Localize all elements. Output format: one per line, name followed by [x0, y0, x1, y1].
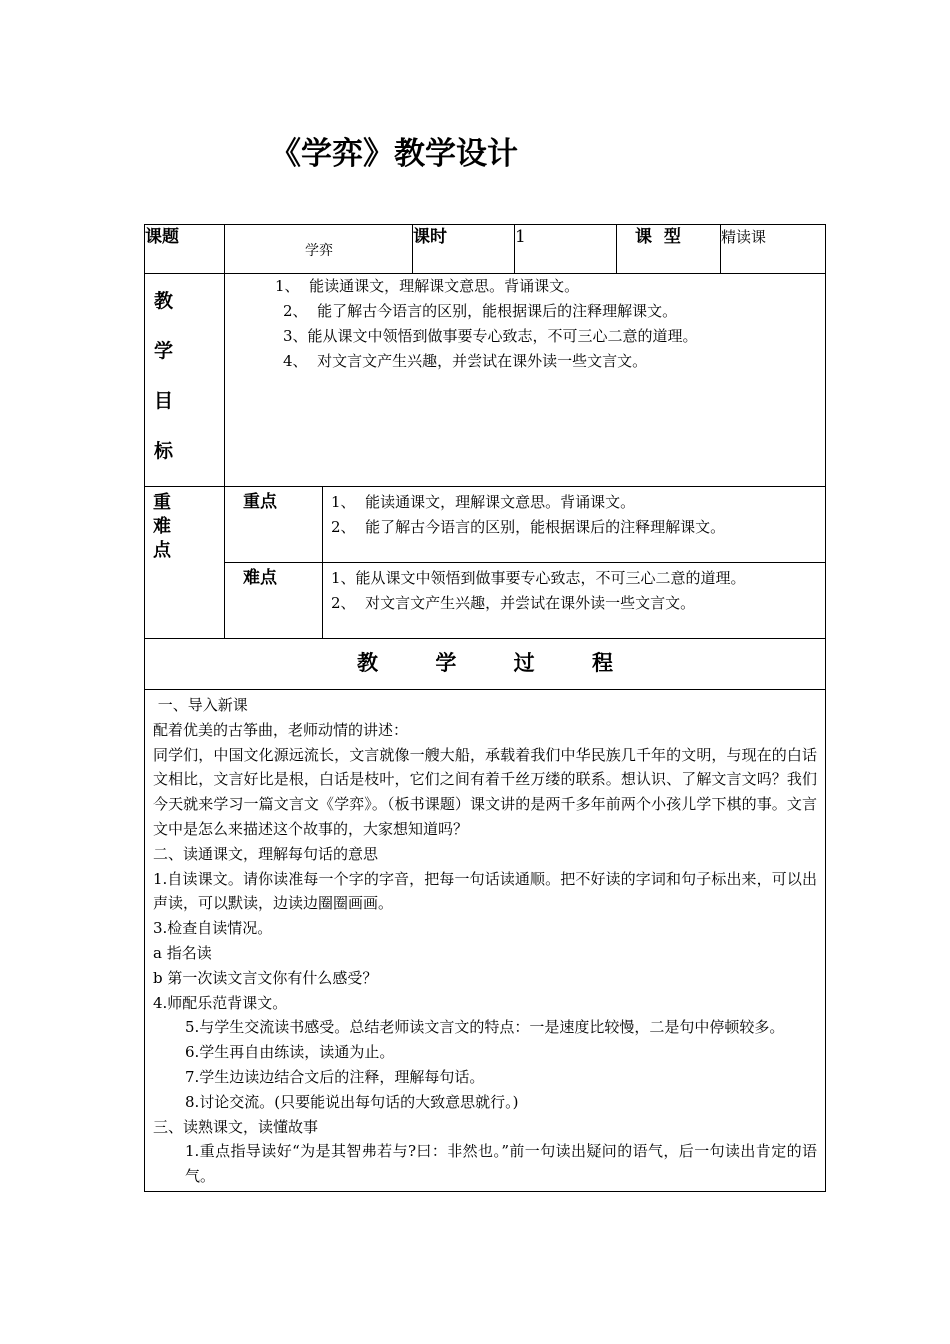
header-row: [145, 225, 826, 274]
process-paragraph: 3.检查自读情况。: [153, 919, 273, 938]
document-title: 《学弈》教学设计: [270, 136, 518, 172]
process-heading: [145, 639, 825, 688]
process-paragraph: 同学们，中国文化源远流长，文言就像一艘大船，承载着我们中华民族几千年的文明，与现在的白话文相比，文言好比是根，白话是枝叶，它们之间有着千丝万缕的联系。想认识、了解文言文吗？我们今天就来学习一篇文言文《学弈》。（板书课题）课文讲的是两千多年前两个小孩儿学下棋的事。文言文中是怎么来描述这个故事的，大家想知道吗？: [153, 745, 817, 838]
process-section-heading: 一、导入新课: [153, 696, 248, 714]
type-value-cell: [721, 225, 826, 274]
difficulty-label: 难点: [243, 568, 277, 588]
keypoints-label: [145, 487, 224, 567]
process-paragraph: 4.师配乐范背课文。: [153, 993, 288, 1012]
keypoints-label-char: 重: [153, 492, 171, 513]
keypoints-label-char: 难: [153, 516, 171, 537]
process-heading-char: 程: [591, 651, 613, 675]
goals-row: [145, 274, 826, 487]
process-body-row: [145, 690, 826, 1192]
process-heading-row: [145, 639, 826, 690]
topic-value-cell: [225, 225, 413, 274]
focus-item: 1、 能读通课文，理解课文意思。背诵课文。: [331, 493, 636, 511]
process-paragraph: a 指名读: [153, 943, 212, 962]
process-paragraph: 配着优美的古筝曲，老师动情的讲述：: [153, 720, 409, 739]
keypoints-label-cell: [145, 487, 225, 639]
goal-item: 1、 能读通课文，理解课文意思。背诵课文。: [275, 277, 580, 295]
process-body-cell: [145, 690, 826, 1192]
process-heading-char: 过: [513, 651, 535, 675]
process-heading-char: 学: [435, 651, 457, 675]
difficulty-item: 2、 对文言文产生兴趣，并尝试在课外读一些文言文。: [331, 594, 696, 612]
type-label: 课 型: [635, 227, 681, 247]
goal-item: 4、 对文言文产生兴趣，并尝试在课外读一些文言文。: [283, 352, 648, 370]
process-section-heading: 三、读熟课文，读懂故事: [153, 1117, 319, 1136]
process-paragraph: 1.重点指导读好“为是其智弗若与?曰：非然也。”前一句读出疑问的语气，后一句读出肯定的语气。: [185, 1142, 817, 1186]
period-value: 1: [515, 227, 526, 247]
goal-item: 3、能从课文中领悟到做事要专心致志，不可三心二意的道理。: [283, 327, 698, 345]
process-paragraph: 1.自读课文。请你读准每一个字的字音，把每一句话读通顺。把不好读的字词和句子标出来，可以出声读，可以默读，边读边圈圈画画。: [153, 869, 817, 913]
process-body: [145, 690, 825, 1191]
difficulty-item: 1、能从课文中领悟到做事要专心致志，不可三心二意的道理。: [331, 569, 746, 587]
focus-row: [145, 487, 826, 563]
goals-content-cell: [225, 274, 826, 487]
lesson-plan-table: [144, 224, 826, 1192]
process-paragraph: 6.学生再自由练读，读通为止。: [185, 1043, 395, 1062]
goals-label-char: 标: [154, 440, 174, 462]
difficulty-items: [323, 563, 825, 619]
focus-item: 2、 能了解古今语言的区别，能根据课后的注释理解课文。: [331, 518, 726, 536]
keypoints-label-char: 点: [153, 540, 171, 561]
goals-label-char: 学: [154, 340, 174, 362]
difficulty-label-cell: [225, 563, 323, 639]
process-section-heading: 二、读通课文，理解每句话的意思: [153, 844, 379, 863]
type-label-cell: [617, 225, 721, 274]
topic-value: 学弈: [305, 243, 333, 259]
goal-item: 2、 能了解古今语言的区别，能根据课后的注释理解课文。: [283, 302, 678, 320]
goals-label-char: 教: [154, 290, 174, 312]
process-heading-cell: [145, 639, 826, 690]
difficulty-row: [145, 563, 826, 639]
focus-content-cell: [323, 487, 826, 563]
focus-label: 重点: [243, 492, 277, 512]
period-value-cell: [515, 225, 617, 274]
goals-label-char: 目: [154, 390, 174, 412]
focus-items: [323, 487, 825, 543]
process-paragraph: 5.与学生交流读书感受。总结老师读文言文的特点：一是速度比较慢，二是句中停顿较多。: [185, 1018, 785, 1037]
process-paragraph: 8.讨论交流。(只要能说出每句话的大致意思就行。): [185, 1092, 519, 1111]
process-paragraph: 7.学生边读边结合文后的注释，理解每句话。: [185, 1067, 485, 1086]
topic-label: 课题: [145, 227, 179, 247]
difficulty-content-cell: [323, 563, 826, 639]
topic-label-cell: [145, 225, 225, 274]
period-label: 课时: [413, 227, 447, 247]
goals-label: [145, 274, 224, 486]
process-heading-char: 教: [357, 651, 379, 675]
focus-label-cell: [225, 487, 323, 563]
type-value: 精读课: [721, 228, 767, 246]
goals-label-cell: [145, 274, 225, 487]
period-label-cell: [413, 225, 515, 274]
process-paragraph: b 第一次读文言文你有什么感受？: [153, 968, 378, 987]
